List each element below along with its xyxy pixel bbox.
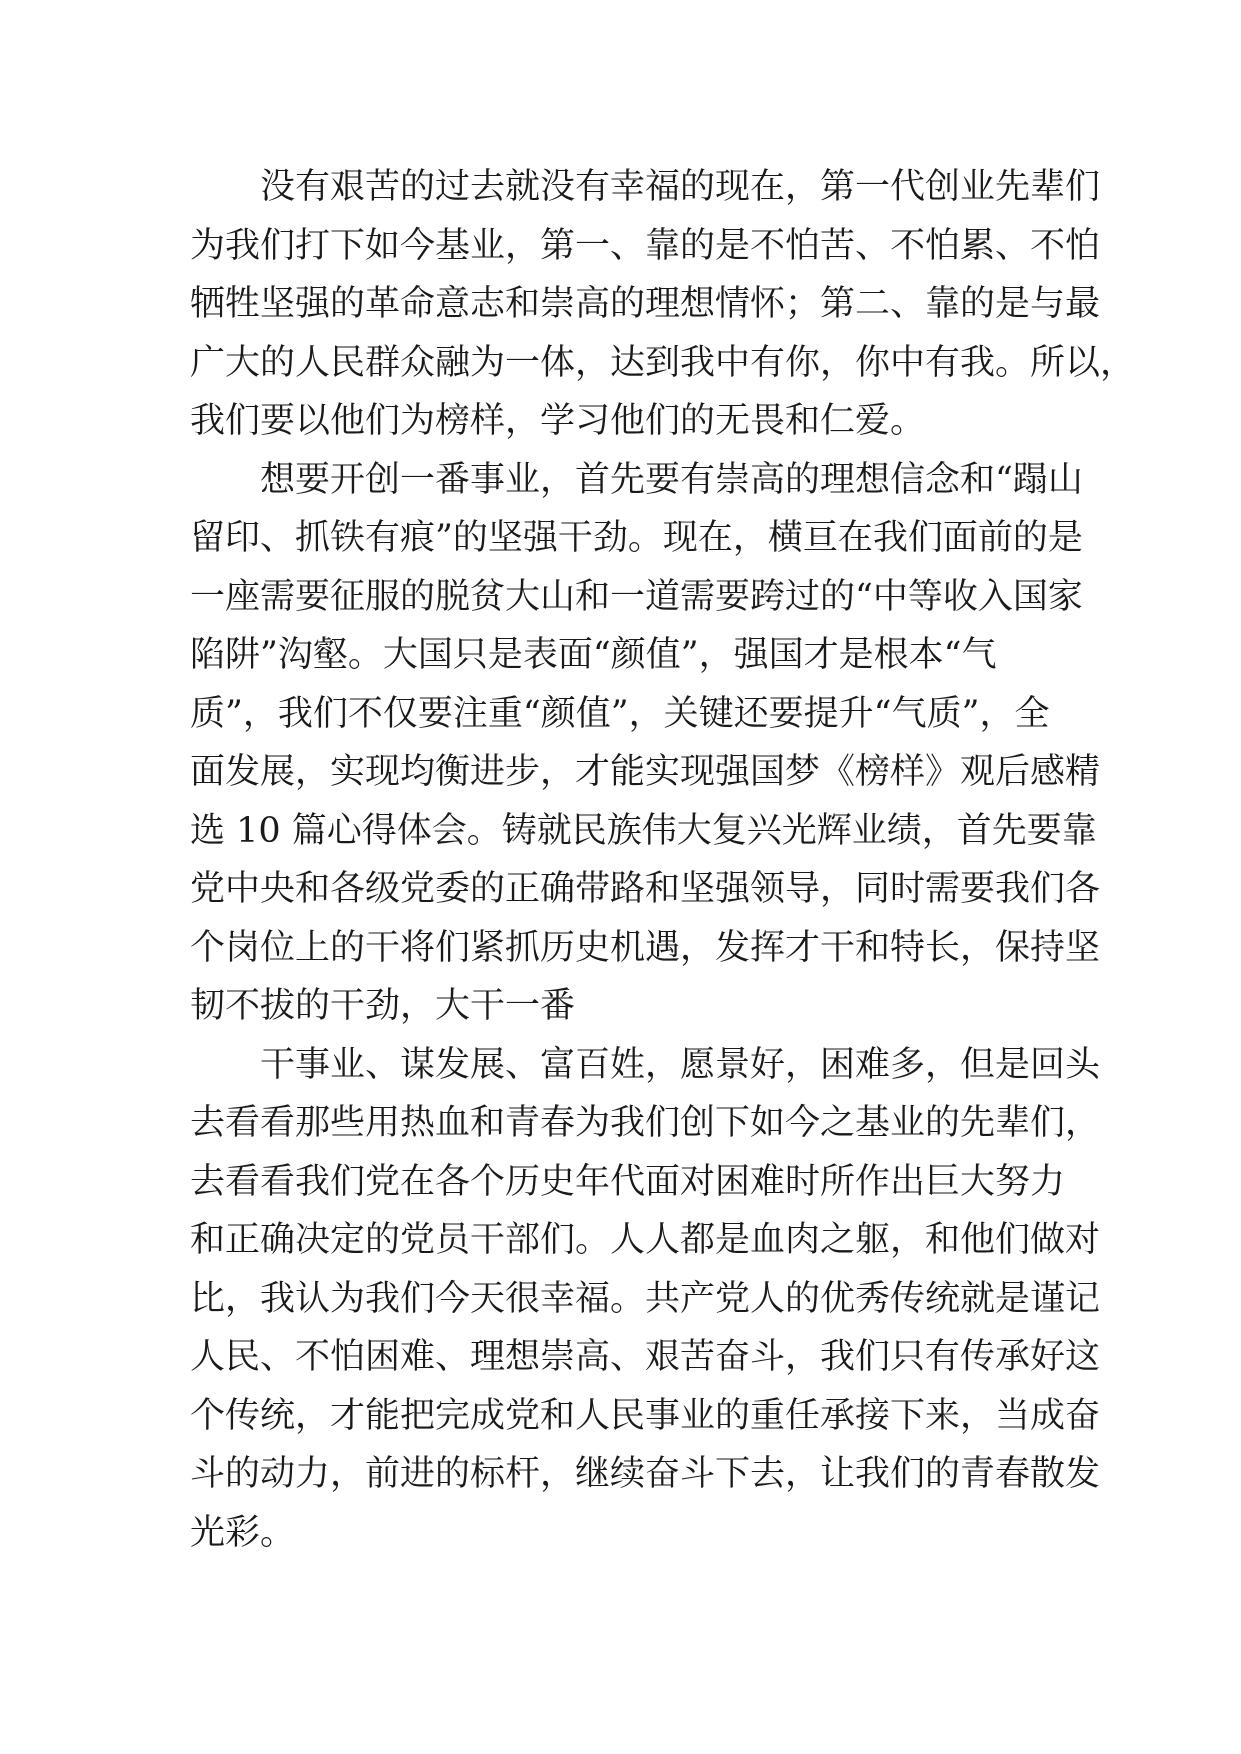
- paragraph-line: 广大的人民群众融为一体，达到我中有你，你中有我。所以，: [190, 342, 1136, 383]
- paragraph-line: 党中央和各级党委的正确带路和坚强领导，同时需要我们各: [190, 869, 1101, 909]
- paragraph-1: [190, 158, 1136, 451]
- paragraph-line: 面发展，实现均衡进步，才能实现强国梦《榜样》观后感精: [190, 752, 1101, 792]
- paragraph-line: 斗的动力，前进的标杆，继续奋斗下去，让我们的青春散发: [190, 1454, 1101, 1494]
- paragraph-line: 个传统，才能把完成党和人民事业的重任承接下来，当成奋: [190, 1395, 1101, 1436]
- document-body: [190, 158, 1136, 1562]
- paragraph-line: 去看看那些用热血和青春为我们创下如今之基业的先辈们，: [190, 1103, 1101, 1143]
- paragraph-line: 个岗位上的干将们紧抓历史机遇，发挥才干和特长，保持坚: [190, 927, 1101, 968]
- paragraph-line: 和正确决定的党员干部们。人人都是血肉之躯，和他们做对: [190, 1220, 1101, 1260]
- paragraph-line: 选 10 篇心得体会。铸就民族伟大复兴光辉业绩，首先要靠: [190, 810, 1097, 851]
- paragraph-2: [190, 451, 1101, 1036]
- paragraph-line: 比，我认为我们今天很幸福。共产党人的优秀传统就是谨记: [190, 1278, 1101, 1319]
- paragraph-line: 为我们打下如今基业，第一、靠的是不怕苦、不怕累、不怕: [190, 225, 1101, 266]
- paragraph-line: 干事业、谋发展、富百姓，愿景好，困难多，但是回头: [260, 1044, 1101, 1085]
- paragraph-line: 光彩。: [190, 1512, 296, 1553]
- paragraph-line: 留印、抓铁有痕”的坚强干劲。现在，横亘在我们面前的是: [190, 518, 1083, 558]
- paragraph-line: 人民、不怕困难、理想崇高、艰苦奋斗，我们只有传承好这: [190, 1337, 1101, 1377]
- paragraph-line: 质”，我们不仅要注重“颜值”，关键还要提升“气质”，全: [190, 693, 1050, 734]
- paragraph-line: 我们要以他们为榜样，学习他们的无畏和仁爱。: [190, 401, 926, 441]
- paragraph-3: [190, 1036, 1101, 1563]
- paragraph-line: 韧不拔的干劲，大干一番: [190, 986, 576, 1026]
- paragraph-line: 想要开创一番事业，首先要有崇高的理想信念和“蹋山: [260, 459, 1083, 500]
- paragraph-line: 一座需要征服的脱贫大山和一道需要跨过的“中等收入国家: [190, 576, 1083, 617]
- paragraph-line: 陷阱”沟壑。大国只是表面“颜值”，强国才是根本“气: [190, 635, 997, 675]
- paragraph-line: 去看看我们党在各个历史年代面对困难时所作出巨大努力: [190, 1161, 1066, 1202]
- paragraph-line: 牺牲坚强的革命意志和崇高的理想情怀；第二、靠的是与最: [190, 284, 1101, 324]
- paragraph-line: 没有艰苦的过去就没有幸福的现在，第一代创业先辈们: [260, 167, 1101, 207]
